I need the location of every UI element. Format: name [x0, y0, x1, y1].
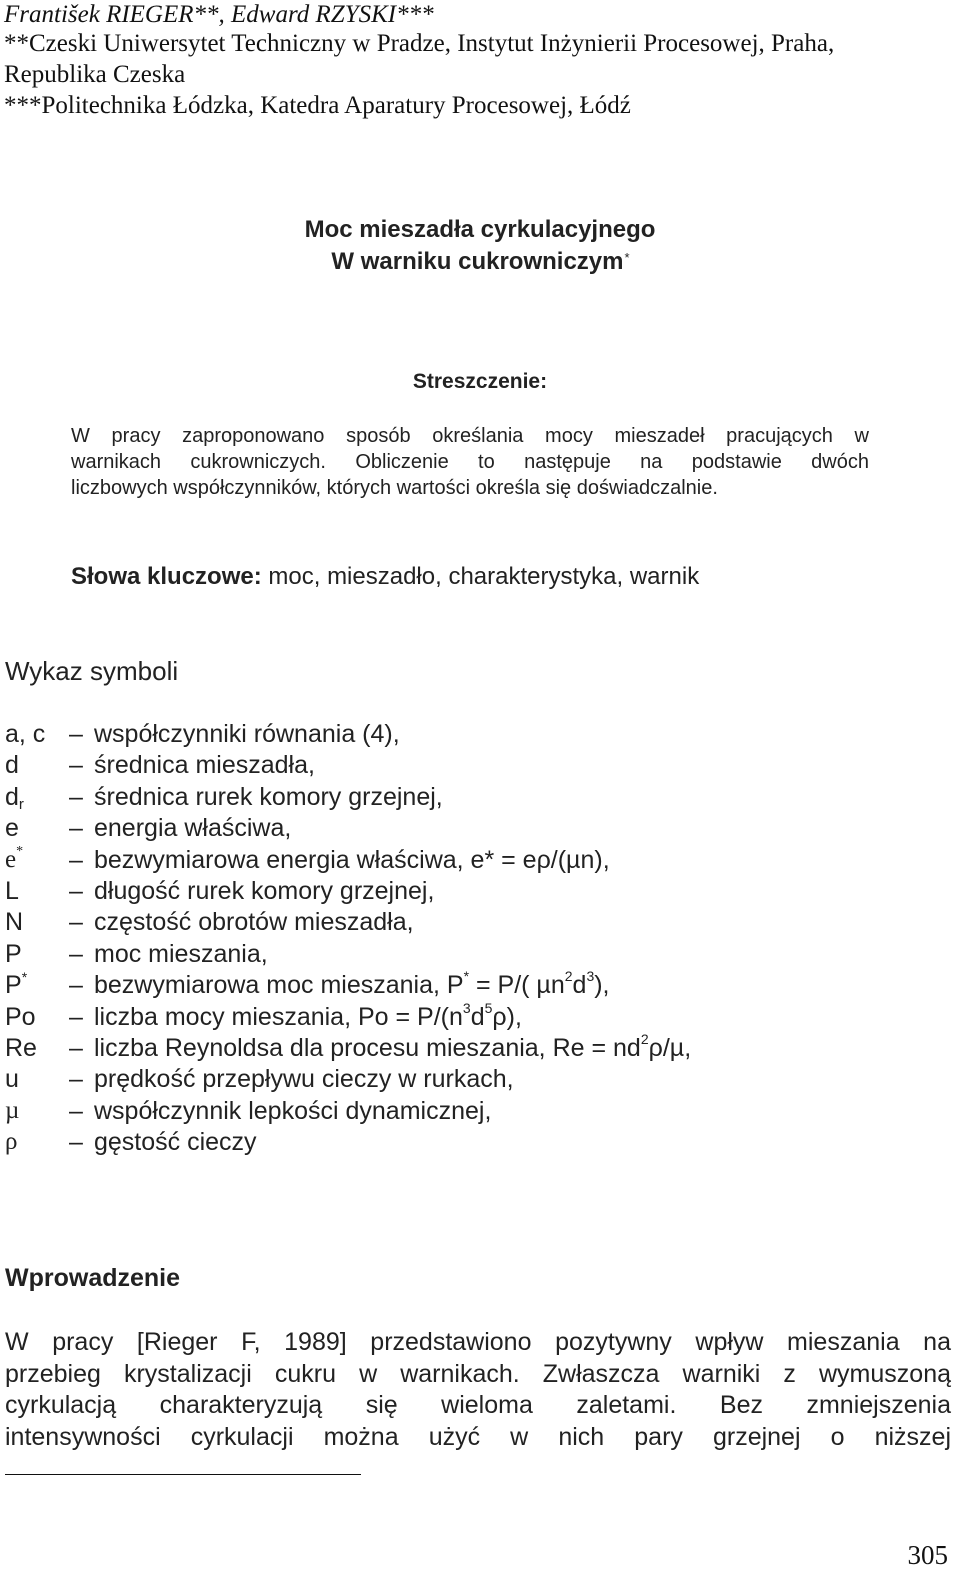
symbol-description: bezwymiarowa energia właściwa, e* = eρ/(µn),: [94, 845, 610, 874]
symbol-description: energia właściwa,: [94, 814, 292, 843]
symbol: [5, 843, 65, 874]
symbol: [5, 877, 65, 906]
intro-line: W pracy [Rieger F, 1989] przedstawiono pozytywny wpływ mieszania na: [5, 1328, 951, 1356]
symbol: [5, 814, 65, 843]
symbol: [5, 971, 65, 1000]
symbol-description: moc mieszania,: [94, 939, 268, 968]
symbol-description: [94, 1031, 692, 1063]
intro-text: [5, 1327, 951, 1453]
footnote-rule: [5, 1474, 361, 1475]
symbol-description: częstość obrotów mieszadła,: [94, 908, 414, 937]
symbol-superscript: *: [16, 843, 24, 859]
symbol-dash: –: [69, 877, 83, 905]
abstract-line: liczbowych współczynników, których wartości określa się doświadczalnie.: [71, 477, 718, 499]
symbol-dash: –: [69, 908, 83, 937]
symbol-dash: –: [69, 1065, 83, 1094]
symbol-text: L: [5, 877, 19, 905]
symbol: [5, 1003, 65, 1032]
symbol-dash: –: [69, 1096, 83, 1125]
description-text: d: [572, 971, 587, 1000]
page-number: 305: [907, 1540, 948, 1570]
symbol-text: P: [5, 939, 22, 968]
abstract-text: [71, 423, 869, 501]
symbol-description: [94, 999, 522, 1032]
abstract-line: W pracy zaproponowano sposób określania mocy mieszadeł pracujących w: [71, 425, 869, 447]
keywords-label: Słowa kluczowe:: [71, 563, 262, 590]
symbol-text: µ: [5, 1096, 20, 1124]
symbol: [5, 1128, 65, 1156]
authors: František RIEGER**, Edward RZYSKI***: [4, 1, 434, 28]
symbol-text: ρ: [5, 1128, 18, 1156]
symbol-description: współczynnik lepkości dynamicznej,: [94, 1096, 492, 1125]
symbol-text: N: [5, 908, 24, 937]
affiliation-1: **Czeski Uniwersytet Techniczny w Pradze, Instytut Inżynierii Procesowej, Praha, Republika Czeska: [4, 30, 835, 88]
symbol-description: prędkość przepływu cieczy w rurkach,: [94, 1065, 514, 1094]
description-superscript: 2: [640, 1031, 649, 1047]
description-text: ),: [594, 971, 610, 1000]
symbol-text: Po: [5, 1002, 36, 1031]
symbol-subscript: r: [18, 795, 24, 813]
symbol: [5, 1097, 65, 1125]
paper-title-line-2-text: W warniku cukrowniczym: [331, 248, 624, 275]
symbol-text: d: [5, 751, 19, 780]
intro-heading: Wprowadzenie: [5, 1264, 181, 1292]
symbol-description: średnica rurek komory grzejnej,: [94, 782, 443, 811]
symbol-dash: –: [69, 1002, 83, 1031]
symbol-dash: –: [69, 1128, 83, 1157]
description-superscript: 2: [564, 968, 573, 985]
symbol-dash: –: [69, 720, 83, 748]
symbol-description: średnica mieszadła,: [94, 751, 315, 780]
symbol-dash: –: [69, 751, 83, 780]
description-superscript: 3: [462, 999, 471, 1016]
symbol-text: d: [5, 782, 19, 811]
symbol-description: współczynniki równania (4),: [94, 720, 400, 748]
intro-line: intensywności cyrkulacji można użyć w nich pary grzejnej o niższej: [5, 1422, 951, 1451]
description-superscript: 5: [484, 999, 493, 1016]
description-text: liczba mocy mieszania, Po = P/(n: [94, 1002, 463, 1031]
symbol-description: [94, 968, 610, 1000]
symbol: [5, 751, 65, 780]
keywords: [71, 563, 699, 591]
description-superscript: 3: [586, 968, 595, 985]
symbol-dash: –: [69, 782, 83, 811]
description-text: = P/( µn: [469, 971, 565, 1000]
symbol-text: e: [5, 845, 17, 873]
affiliation-2: ***Politechnika Łódzka, Katedra Aparatury Procesowej, Łódź: [4, 92, 631, 119]
symbol-dash: –: [69, 845, 83, 874]
symbol-dash: –: [69, 814, 83, 843]
symbol-description: gęstość cieczy: [94, 1128, 257, 1157]
abstract-heading: Streszczenie:: [412, 370, 548, 393]
keywords-text: moc, mieszadło, charakterystyka, warnik: [261, 563, 700, 590]
symbol: [5, 783, 65, 812]
symbol: [5, 1034, 65, 1063]
description-superscript: *: [463, 968, 470, 985]
symbol: [5, 908, 65, 937]
symbol: [5, 940, 65, 969]
description-text: bezwymiarowa moc mieszania, P: [94, 971, 464, 1000]
abstract-line: warnikach cukrowniczych. Obliczenie to następuje na podstawie dwóch: [71, 451, 869, 473]
symbol-text: e: [5, 814, 19, 843]
paper-title-line-1: Moc mieszadła cyrkulacyjnego: [304, 216, 656, 243]
description-text: d: [470, 1002, 485, 1031]
description-text: ρ),: [492, 1002, 522, 1031]
symbol-text: a, c: [5, 720, 46, 748]
intro-line: cyrkulacją charakteryzują się wieloma zaletami. Bez zmniejszenia: [5, 1391, 951, 1419]
symbol-superscript: *: [21, 969, 28, 986]
symbols-heading: Wykaz symboli: [5, 656, 179, 686]
description-text: ρ/µ,: [648, 1034, 692, 1062]
symbol: [5, 720, 65, 749]
symbol-text: Re: [5, 1034, 37, 1062]
intro-line: przebieg krystalizacji cukru w warnikach. Zwłaszcza warniki z wymuszoną: [5, 1359, 951, 1388]
symbol-description: długość rurek komory grzejnej,: [94, 877, 435, 905]
symbol-dash: –: [69, 971, 83, 1000]
description-text: liczba Reynoldsa dla procesu mieszania, Re = nd: [94, 1034, 641, 1062]
symbol-dash: –: [69, 1034, 83, 1062]
symbol-text: u: [5, 1065, 19, 1094]
symbol-dash: –: [69, 939, 83, 968]
symbol: [5, 1065, 65, 1094]
paper-title-line-2: [0, 246, 960, 278]
title-footnote-mark: *: [624, 250, 630, 265]
symbol-text: P: [5, 971, 22, 1000]
